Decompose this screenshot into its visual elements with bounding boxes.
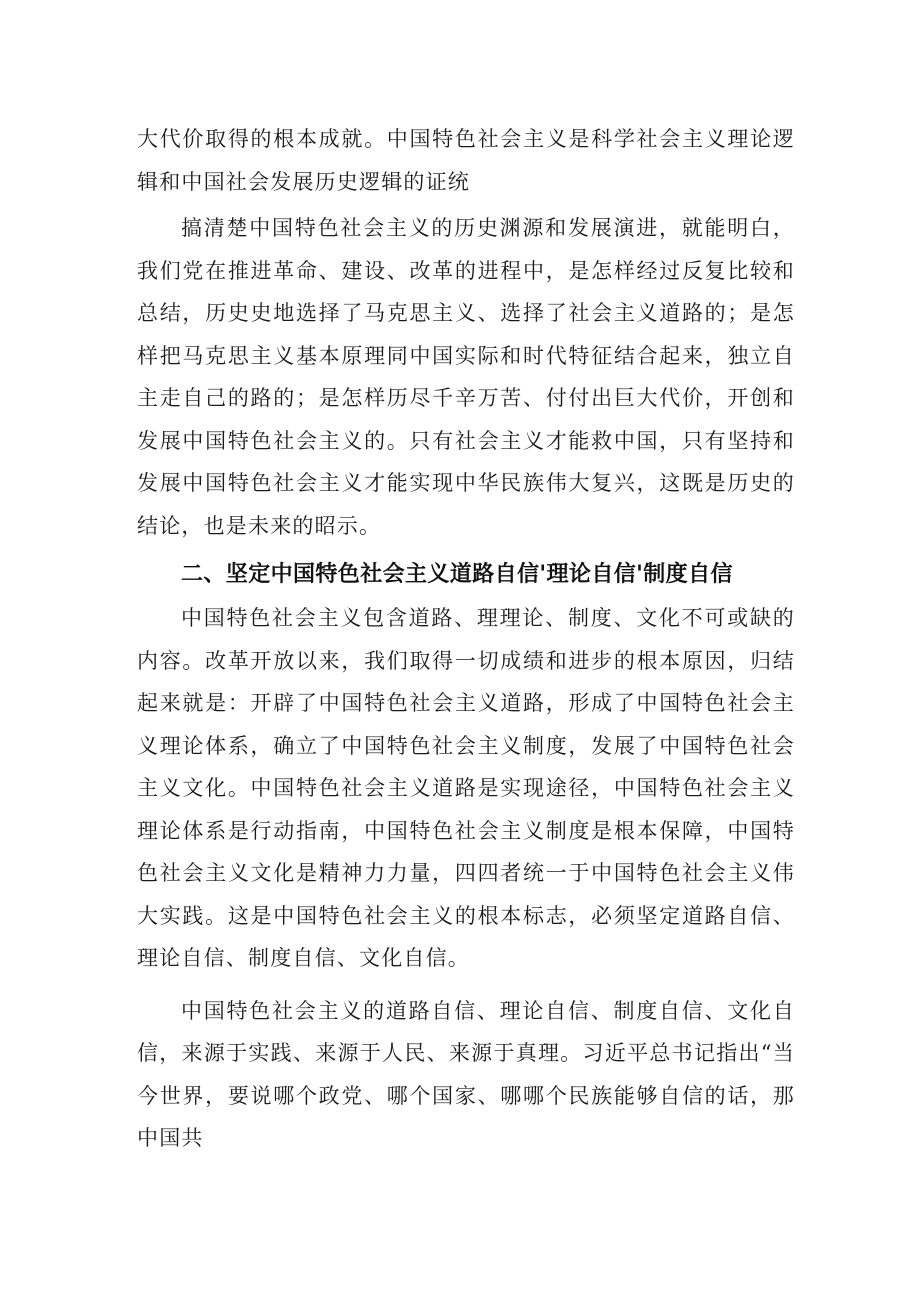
paragraph-continued: 大代价取得的根本成就。中国特色社会主义是科学社会主义理论逻辑和中国社会发展历史逻辑的证统 [137, 127, 795, 194]
paragraph-four-confidences: 中国特色社会主义包含道路、理理论、制度、文化不可或缺的内容。改革开放以来，我们取得一切成绩和进步的根本原因，归结起来就是：开辟了中国特色社会主义道路，形成了中国特色社会主义理论体系，确立了中国特色社会主义制度，发展了中国特色社会主义文化。中国特色社会主义道路是实现途径，中国特色社会主义理论体系是行动指南，中国特色社会主义制度是根本保障，中国特色社会主义文化是精神力力量，四四者统一于中国特色社会主义伟大实践。这是中国特色社会主义的根本标志，必须坚定道路自信、理论自信、制度自信、文化自信。 [137, 606, 795, 970]
section-heading: 二、坚定中国特色社会主义道路自信'理论自信'制度自信 [181, 562, 733, 587]
paragraph-historical-origins: 搞清楚中国特色社会主义的历史渊源和发展演进，就能明白，我们党在推进革命、建设、改革的进程中，是怎样经过反复比较和总结，历史史地选择了马克思主义、选择了社会主义道路的；是怎样把马克思主义基本原理同中国实际和时代特征结合起来，独立自主走自己的路的；是怎样历尽千辛万苦、付付出巨大代价，开创和发展中国特色社会主义的。只有社会主义才能救中国，只有坚持和发展中国特色社会主义才能实现中华民族伟大复兴，这既是历史的结论，也是未来的昭示。 [137, 216, 795, 538]
paragraph-source-of-confidence: 中国特色社会主义的道路自信、理论自信、制度自信、文化自信，来源于实践、来源于人民、来源于真理。习近平总书记指出“当今世界，要说哪个政党、哪个国家、哪哪个民族能够自信的话，那中国共 [137, 998, 795, 1150]
document-body [137, 118, 795, 1160]
